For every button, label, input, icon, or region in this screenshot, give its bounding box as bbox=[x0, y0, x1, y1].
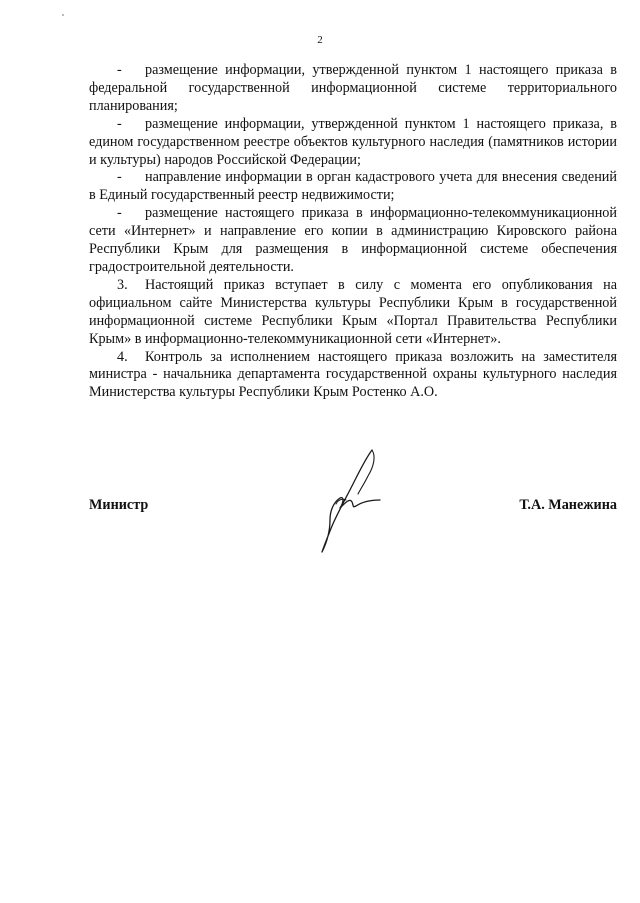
paragraph-text: размещение настоящего приказа в информационно-телекоммуникационной сети «Интернет» и направление его копии в администрацию Кировского района Республики Крым для размещения в информационной системе обеспечения градостроительной деятельности. bbox=[89, 205, 617, 275]
paragraph-marker: 4. bbox=[117, 348, 128, 365]
paragraph-bullet-2 bbox=[89, 116, 617, 170]
signatory-title: Министр bbox=[89, 497, 149, 513]
signatory-name: Т.А. Манежина bbox=[519, 497, 617, 513]
document-body bbox=[89, 62, 617, 402]
paragraph-text: размещение информации, утвержденной пунктом 1 настоящего приказа в федеральной государственной информационной системе территориального планирования; bbox=[89, 62, 617, 114]
paragraph-marker: - bbox=[117, 205, 122, 222]
paragraph-marker: - bbox=[117, 115, 122, 132]
page-number: 2 bbox=[317, 34, 323, 46]
paragraph-bullet-3 bbox=[89, 169, 617, 205]
paragraph-item-3 bbox=[89, 277, 617, 349]
paragraph-bullet-4 bbox=[89, 205, 617, 277]
paragraph-item-4 bbox=[89, 349, 617, 403]
paragraph-text: направление информации в орган кадастрового учета для внесения сведений в Единый государственный реестр недвижимости; bbox=[89, 169, 617, 204]
paragraph-text: размещение информации, утвержденной пунктом 1 настоящего приказа, в едином государственном реестре объектов культурного наследия (памятников истории и культуры) народов Российской Федерации; bbox=[89, 115, 617, 168]
paragraph-text: Контроль за исполнением настоящего приказа возложить на заместителя министра - начальника департамента государственной охраны культурного наследия Министерства культуры Республики Крым Ростенко А.О. bbox=[89, 348, 617, 401]
paragraph-marker: - bbox=[117, 62, 122, 78]
paragraph-marker: 3. bbox=[117, 276, 128, 293]
paragraph-bullet-1 bbox=[89, 62, 617, 116]
paragraph-marker: - bbox=[117, 169, 122, 186]
paragraph-text: Настоящий приказ вступает в силу с момента его опубликования на официальном сайте Министерства культуры Республики Крым в государственной информационной системе Республики Крым «Портал Правительства Республики Крым» в информационно-телекоммуникационной сети «Интернет». bbox=[89, 276, 617, 347]
scan-speck bbox=[62, 14, 64, 16]
handwritten-signature bbox=[316, 448, 388, 554]
